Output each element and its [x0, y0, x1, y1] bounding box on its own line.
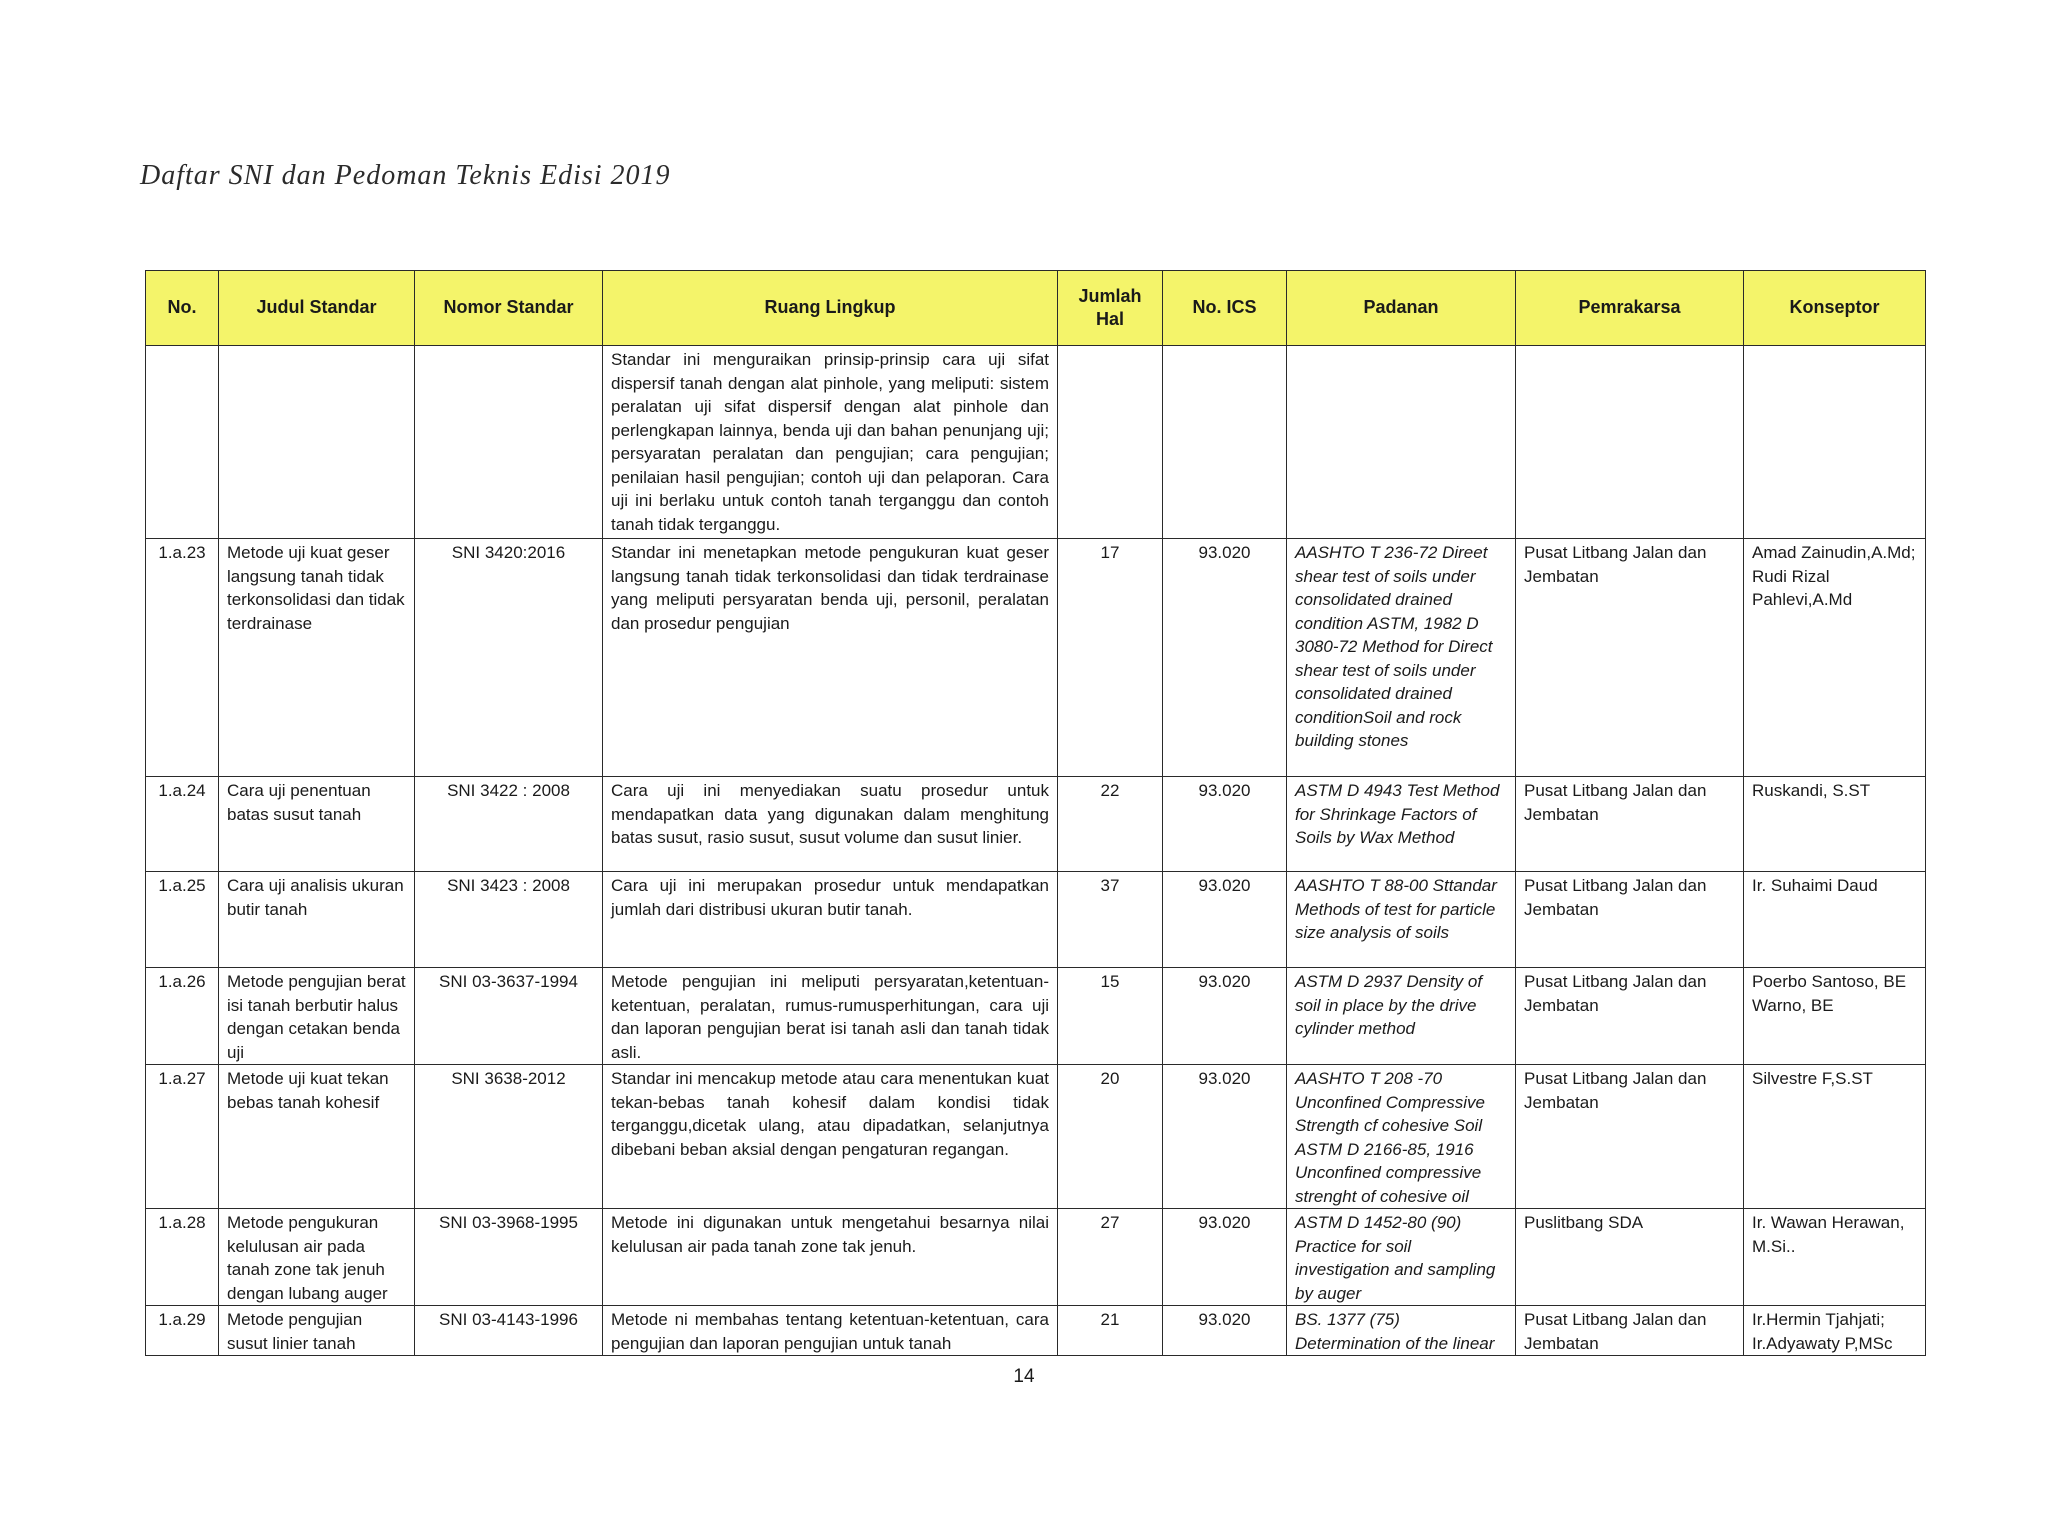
- cell-konseptor: Ir. Wawan Herawan, M.Si..: [1744, 1209, 1926, 1306]
- cell-konseptor: Ir. Suhaimi Daud: [1744, 872, 1926, 968]
- cell-padanan: AASHTO T 88-00 Sttandar Methods of test for particle size analysis of soils: [1287, 872, 1516, 968]
- table-row: [146, 1306, 1926, 1356]
- cell-no: 1.a.26: [146, 968, 219, 1065]
- cell-konseptor: Amad Zainudin,A.Md; Rudi Rizal Pahlevi,A.Md: [1744, 539, 1926, 777]
- cell-jumlah: 17: [1058, 539, 1163, 777]
- cell-ruang-lingkup: Cara uji ini merupakan prosedur untuk mendapatkan jumlah dari distribusi ukuran butir tanah.: [603, 872, 1058, 968]
- cell-judul: Metode uji kuat tekan bebas tanah kohesif: [219, 1065, 415, 1209]
- cell-nomor: SNI 03-3637-1994: [415, 968, 603, 1065]
- cell-padanan: ASTM D 1452-80 (90) Practice for soil investigation and sampling by auger: [1287, 1209, 1516, 1306]
- cell-konseptor: Silvestre F,S.ST: [1744, 1065, 1926, 1209]
- cell-no: 1.a.27: [146, 1065, 219, 1209]
- cell-judul: Cara uji analisis ukuran butir tanah: [219, 872, 415, 968]
- cell-no: 1.a.28: [146, 1209, 219, 1306]
- cell-ruang-lingkup: Metode ni membahas tentang ketentuan-ketentuan, cara pengujian dan laporan pengujian untuk tanah: [603, 1306, 1058, 1356]
- cell-ics: 93.020: [1163, 968, 1287, 1065]
- cell-pemrakarsa: Pusat Litbang Jalan dan Jembatan: [1516, 1065, 1744, 1209]
- cell-no: [146, 346, 219, 539]
- cell-ruang-lingkup: Standar ini menetapkan metode pengukuran kuat geser langsung tanah tidak terkonsolidasi dan tidak terdrainase yang meliputi persyaratan benda uji, personil, peralatan dan prosedur pengujian: [603, 539, 1058, 777]
- cell-ics: 93.020: [1163, 872, 1287, 968]
- cell-pemrakarsa: Pusat Litbang Jalan dan Jembatan: [1516, 872, 1744, 968]
- table-row: [146, 777, 1926, 872]
- cell-judul: Metode pengukuran kelulusan air pada tanah zone tak jenuh dengan lubang auger: [219, 1209, 415, 1306]
- cell-nomor: SNI 3423 : 2008: [415, 872, 603, 968]
- cell-ics: 93.020: [1163, 1065, 1287, 1209]
- cell-jumlah: 37: [1058, 872, 1163, 968]
- table-row: [146, 872, 1926, 968]
- table-header: [146, 271, 1926, 346]
- cell-nomor: [415, 346, 603, 539]
- table-row: [146, 539, 1926, 777]
- cell-jumlah: 20: [1058, 1065, 1163, 1209]
- cell-ruang-lingkup: Metode ini digunakan untuk mengetahui besarnya nilai kelulusan air pada tanah zone tak jenuh.: [603, 1209, 1058, 1306]
- cell-konseptor: Poerbo Santoso, BE Warno, BE: [1744, 968, 1926, 1065]
- standards-table: [145, 270, 1926, 1356]
- cell-pemrakarsa: Pusat Litbang Jalan dan Jembatan: [1516, 968, 1744, 1065]
- cell-ics: 93.020: [1163, 539, 1287, 777]
- table-row: [146, 968, 1926, 1065]
- cell-judul: Cara uji penentuan batas susut tanah: [219, 777, 415, 872]
- cell-no: 1.a.25: [146, 872, 219, 968]
- cell-jumlah: [1058, 346, 1163, 539]
- cell-nomor: SNI 3420:2016: [415, 539, 603, 777]
- document-title: Daftar SNI dan Pedoman Teknis Edisi 2019: [140, 160, 671, 191]
- table-body: [146, 346, 1926, 1356]
- cell-ics: 93.020: [1163, 1209, 1287, 1306]
- header-no: No.: [146, 271, 219, 346]
- cell-ruang-lingkup: Metode pengujian ini meliputi persyaratan,ketentuan-ketentuan, peralatan, rumus-rumusperhitungan, cara uji dan laporan pengujian berat isi tanah asli dan tanah tidak asli.: [603, 968, 1058, 1065]
- header-pemrakarsa: Pemrakarsa: [1516, 271, 1744, 346]
- cell-no: 1.a.29: [146, 1306, 219, 1356]
- cell-judul: Metode pengujian susut linier tanah: [219, 1306, 415, 1356]
- table-row: [146, 346, 1926, 539]
- cell-judul: Metode pengujian berat isi tanah berbutir halus dengan cetakan benda uji: [219, 968, 415, 1065]
- table-row: [146, 1209, 1926, 1306]
- cell-judul: Metode uji kuat geser langsung tanah tidak terkonsolidasi dan tidak terdrainase: [219, 539, 415, 777]
- table-row: [146, 1065, 1926, 1209]
- cell-padanan: ASTM D 4943 Test Method for Shrinkage Factors of Soils by Wax Method: [1287, 777, 1516, 872]
- cell-no: 1.a.24: [146, 777, 219, 872]
- cell-nomor: SNI 3638-2012: [415, 1065, 603, 1209]
- cell-jumlah: 27: [1058, 1209, 1163, 1306]
- cell-ruang-lingkup: Cara uji ini menyediakan suatu prosedur untuk mendapatkan data yang digunakan dalam menghitung batas susut, rasio susut, susut volume dan susut linier.: [603, 777, 1058, 872]
- cell-padanan: AASHTO T 208 -70 Unconfined Compressive Strength cf cohesive Soil ASTM D 2166-85, 1916 Unconfined compressive strenght of cohesive oil: [1287, 1065, 1516, 1209]
- header-konseptor: Konseptor: [1744, 271, 1926, 346]
- cell-konseptor: Ir.Hermin Tjahjati; Ir.Adyawaty P,MSc: [1744, 1306, 1926, 1356]
- cell-pemrakarsa: [1516, 346, 1744, 539]
- header-jumlah-hal: Jumlah Hal: [1058, 271, 1163, 346]
- cell-jumlah: 21: [1058, 1306, 1163, 1356]
- cell-judul: [219, 346, 415, 539]
- header-no-ics: No. ICS: [1163, 271, 1287, 346]
- cell-ruang-lingkup: Standar ini menguraikan prinsip-prinsip cara uji sifat dispersif tanah dengan alat pinhole, yang meliputi: sistem peralatan uji sifat dispersif dengan alat pinhole dan perlengkapan lainnya, benda uji dan bahan penunjang uji; persyaratan peralatan dan pengujian; cara pengujian; penilaian hasil pengujian; contoh uji dan pelaporan. Cara uji ini berlaku untuk contoh tanah terganggu dan contoh tanah tidak terganggu.: [603, 346, 1058, 539]
- cell-jumlah: 22: [1058, 777, 1163, 872]
- cell-pemrakarsa: Puslitbang SDA: [1516, 1209, 1744, 1306]
- cell-nomor: SNI 03-3968-1995: [415, 1209, 603, 1306]
- cell-nomor: SNI 3422 : 2008: [415, 777, 603, 872]
- cell-ics: [1163, 346, 1287, 539]
- header-judul-standar: Judul Standar: [219, 271, 415, 346]
- cell-ics: 93.020: [1163, 777, 1287, 872]
- cell-no: 1.a.23: [146, 539, 219, 777]
- cell-nomor: SNI 03-4143-1996: [415, 1306, 603, 1356]
- header-nomor-standar: Nomor Standar: [415, 271, 603, 346]
- cell-konseptor: Ruskandi, S.ST: [1744, 777, 1926, 872]
- page-number: 14: [1013, 1366, 1035, 1387]
- cell-ruang-lingkup: Standar ini mencakup metode atau cara menentukan kuat tekan-bebas tanah kohesif dalam kondisi tidak terganggu,dicetak ulang, atau dipadatkan, selanjutnya dibebani beban aksial dengan pengaturan regangan.: [603, 1065, 1058, 1209]
- cell-konseptor: [1744, 346, 1926, 539]
- header-padanan: Padanan: [1287, 271, 1516, 346]
- cell-padanan: AASHTO T 236-72 Direet shear test of soils under consolidated drained condition ASTM, 1982 D 3080-72 Method for Direct shear test of soils under consolidated drained conditionSoil and rock building stones: [1287, 539, 1516, 777]
- header-ruang-lingkup: Ruang Lingkup: [603, 271, 1058, 346]
- cell-pemrakarsa: Pusat Litbang Jalan dan Jembatan: [1516, 1306, 1744, 1356]
- cell-padanan: BS. 1377 (75) Determination of the linear: [1287, 1306, 1516, 1356]
- cell-pemrakarsa: Pusat Litbang Jalan dan Jembatan: [1516, 539, 1744, 777]
- cell-ics: 93.020: [1163, 1306, 1287, 1356]
- cell-padanan: ASTM D 2937 Density of soil in place by the drive cylinder method: [1287, 968, 1516, 1065]
- cell-pemrakarsa: Pusat Litbang Jalan dan Jembatan: [1516, 777, 1744, 872]
- cell-padanan: [1287, 346, 1516, 539]
- cell-jumlah: 15: [1058, 968, 1163, 1065]
